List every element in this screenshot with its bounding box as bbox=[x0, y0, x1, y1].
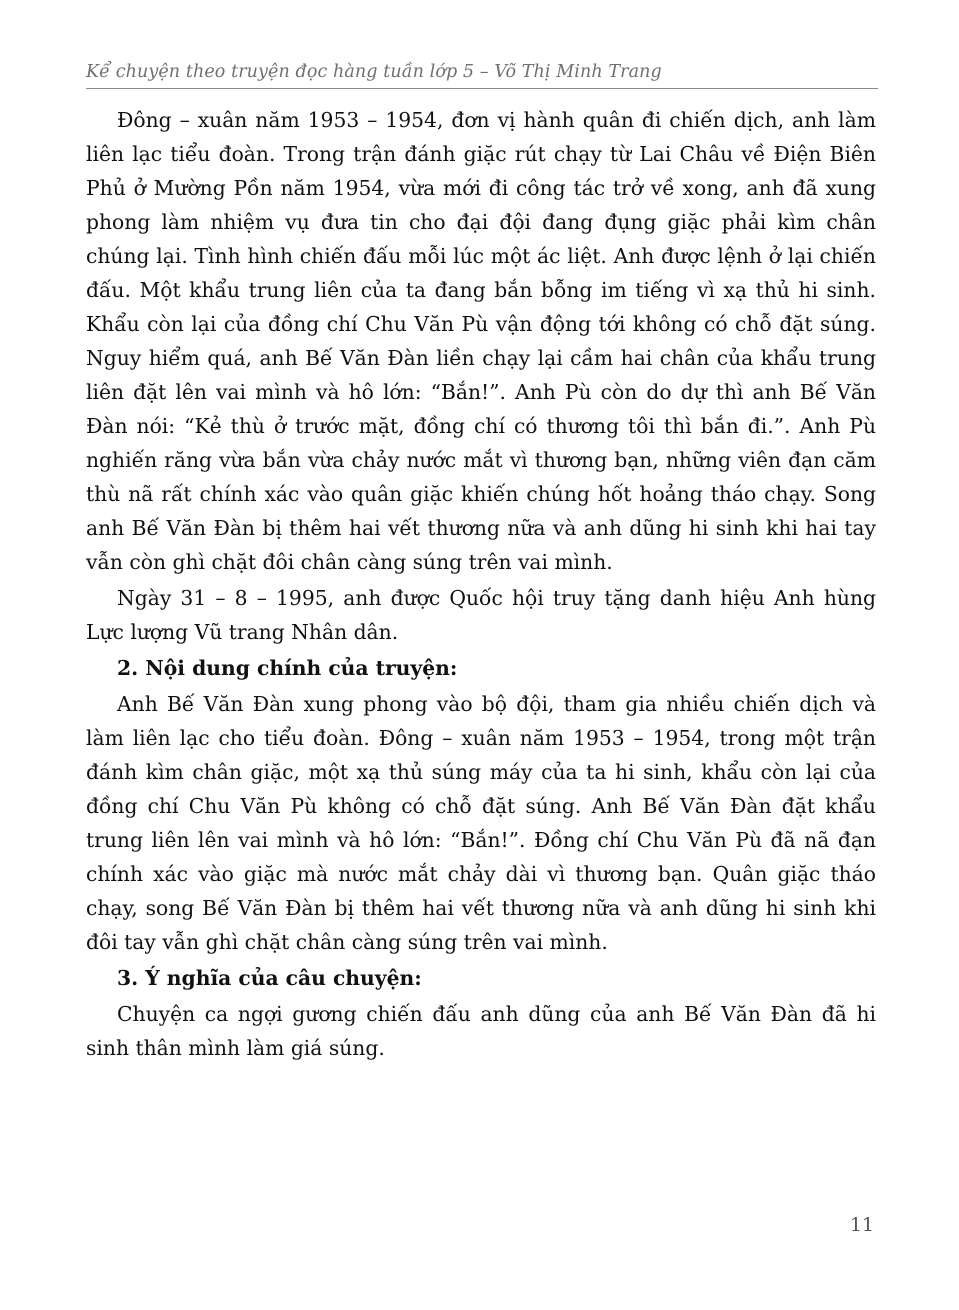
section-heading-meaning: 3. Ý nghĩa của câu chuyện: bbox=[117, 966, 422, 990]
story-paragraph-honor: Ngày 31 – 8 – 1995, anh được Quốc hội truy tặng danh hiệu Anh hùng Lực lượng Vũ trang Nhân dân. bbox=[86, 586, 876, 644]
page-number: 11 bbox=[849, 1214, 874, 1236]
story-paragraph-battle: Đông – xuân năm 1953 – 1954, đơn vị hành quân đi chiến dịch, anh làm liên lạc tiểu đoàn. Trong trận đánh giặc rút chạy từ Lai Châu về Điện Biên Phủ ở Mường Pồn năm 1954, vừa mới đi công tác trở về xong, anh đã xung phong làm nhiệm vụ đưa tin cho đại đội đang đụng giặc phải kìm chân chúng lại. Tình hình chiến đấu mỗi lúc một ác liệt. Anh được lệnh ở lại chiến đấu. Một khẩu trung liên của ta đang bắn bỗng im tiếng vì xạ thủ hi sinh. Khẩu còn lại của đồng chí Chu Văn Pù vận động tới không có chỗ đặt súng. Nguy hiểm quá, anh Bế Văn Đàn liền chạy lại cầm hai chân của khẩu trung liên đặt lên vai mình và hô lớn: “Bắn!”. Anh Pù còn do dự thì anh Bế Văn Đàn nói: “Kẻ thù ở trước mặt, đồng chí có thương tôi thì bắn đi.”. Anh Pù nghiến răng vừa bắn vừa chảy nước mắt vì thương bạn, những viên đạn căm thù nã rất chính xác vào quân giặc khiến chúng hốt hoảng tháo chạy. Song anh Bế Văn Đàn bị thêm hai vết thương nữa và anh dũng hi sinh khi hai tay vẫn còn ghì chặt đôi chân càng súng trên vai mình. bbox=[86, 108, 876, 574]
page-content bbox=[86, 103, 876, 1067]
meaning-paragraph: Chuyện ca ngợi gương chiến đấu anh dũng của anh Bế Văn Đàn đã hi sinh thân mình làm giá súng. bbox=[86, 1002, 876, 1060]
section-heading-main-content: 2. Nội dung chính của truyện: bbox=[117, 656, 458, 680]
running-header bbox=[86, 60, 878, 89]
main-content-paragraph: Anh Bế Văn Đàn xung phong vào bộ đội, tham gia nhiều chiến dịch và làm liên lạc cho tiểu đoàn. Đông – xuân năm 1953 – 1954, trong một trận đánh kìm chân giặc, một xạ thủ súng máy của ta hi sinh, khẩu còn lại của đồng chí Chu Văn Pù không có chỗ đặt súng. Anh Bế Văn Đàn đặt khẩu trung liên lên vai mình và hô lớn: “Bắn!”. Đồng chí Chu Văn Pù đã nã đạn chính xác vào giặc mà nước mắt chảy dài vì thương bạn. Quân giặc tháo chạy, song Bế Văn Đàn bị thêm hai vết thương nữa và anh dũng hi sinh khi đôi tay vẫn ghì chặt chân càng súng trên vai mình. bbox=[86, 692, 876, 954]
header-title: Kể chuyện theo truyện đọc hàng tuần lớp 5 – Võ Thị Minh Trang bbox=[86, 62, 662, 82]
